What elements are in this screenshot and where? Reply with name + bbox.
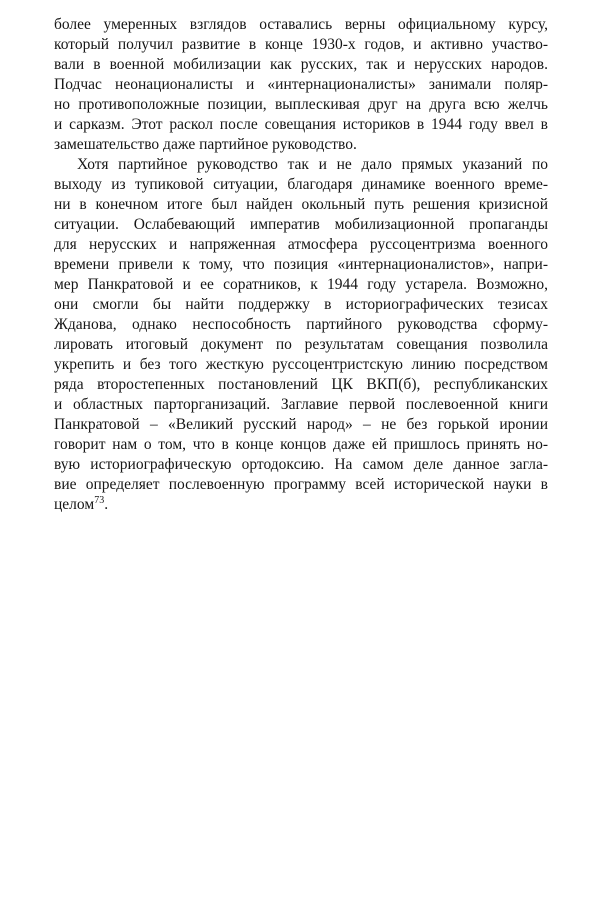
paragraph-line: ряда второстепенных постановлений ЦК ВКП(б), республиканских: [54, 376, 548, 393]
paragraph-line: [54, 495, 548, 515]
paragraph-line: Панкратовой – «Великий русский народ» – не без горькой иронии: [54, 416, 548, 433]
paragraph-line: Жданова, однако неспособность партийного руководства сформу-: [54, 316, 548, 333]
paragraph-line: более умеренных взглядов оставались верны официальному курсу,: [54, 16, 548, 33]
paragraph-line: и сарказм. Этот раскол после совещания историков в 1944 году ввел в: [54, 116, 548, 133]
paragraph-line: Хотя партийное руководство так и не дало прямых указаний по: [77, 156, 548, 173]
paragraph-line: ситуации. Ослабевающий императив мобилизационной пропаганды: [54, 216, 548, 233]
text-block: [54, 15, 548, 515]
paragraph-line: говорит нам о том, что в конце концов даже ей пришлось принять но-: [54, 436, 548, 453]
paragraph-line: для нерусских и напряженная атмосфера руссоцентризма военного: [54, 236, 548, 253]
paragraph-line: времени привели к тому, что позиция «интернационалистов», напри-: [54, 256, 548, 273]
paragraph-line: замешательство даже партийное руководство.: [54, 136, 357, 153]
paragraph: [54, 155, 548, 515]
paragraph-line: вие определяет послевоенную программу всей исторической науки в: [54, 476, 548, 493]
paragraph-line: они смогли бы найти поддержку в историографических тезисах: [54, 296, 548, 313]
paragraph-line: который получил развитие в конце 1930-х годов, и активно участво-: [54, 36, 548, 53]
paragraph-line: вали в военной мобилизации как русских, так и нерусских народов.: [54, 56, 548, 73]
paragraph-line: Подчас неонационалисты и «интернационалисты» занимали поляр-: [54, 76, 548, 93]
paragraph-line: вую историографическую ортодоксию. На самом деле данное загла-: [54, 456, 548, 473]
paragraph-line: и областных парторганизаций. Заглавие первой послевоенной книги: [54, 396, 548, 413]
paragraph-line: мер Панкратовой и ее соратников, к 1944 году устарела. Возможно,: [54, 276, 548, 293]
paragraph: [54, 15, 548, 155]
paragraph-line: но противоположные позиции, выплескивая друг на друга всю желчь: [54, 96, 548, 113]
paragraph-line: лировать итоговый документ по результатам совещания позволила: [54, 336, 548, 353]
paragraph-line: выходу из тупиковой ситуации, благодаря динамике военного време-: [54, 176, 548, 193]
paragraph-line: укрепить и без того жесткую руссоцентристскую линию посредством: [54, 356, 548, 373]
footnote-reference: 73: [94, 495, 105, 506]
paragraph-line-punctuation: .: [104, 496, 109, 513]
paragraph-line-text: целом: [54, 496, 95, 513]
paragraph-line: ни в конечном итоге был найден окольный путь решения кризисной: [54, 196, 548, 213]
